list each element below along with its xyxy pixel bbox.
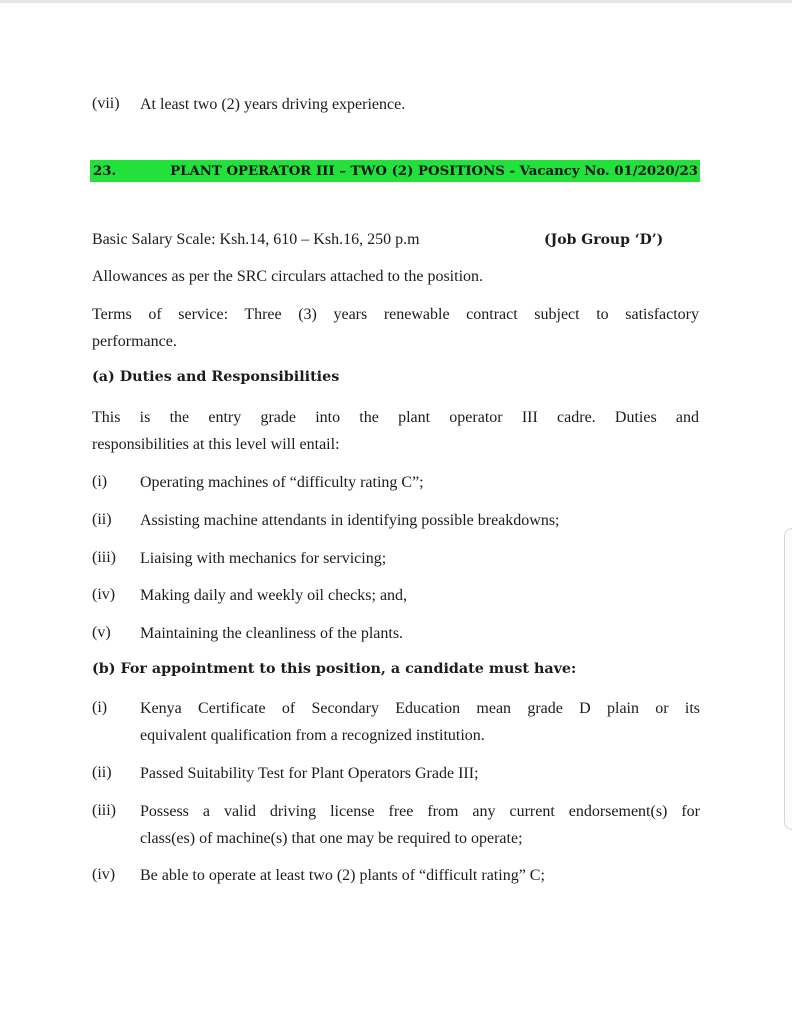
list-number: (v) <box>92 624 111 641</box>
list-item-line-1: Kenya Certificate of Secondary Education mean grade D plain or its <box>140 700 700 717</box>
list-number: (iv) <box>92 586 116 603</box>
list-number: (ii) <box>92 511 112 528</box>
list-number: (i) <box>92 699 108 716</box>
section-number: 23. <box>93 164 117 179</box>
scroll-handle[interactable] <box>784 528 792 830</box>
job-group: (Job Group ‘D’) <box>544 232 664 248</box>
terms-line-2: performance. <box>92 333 177 350</box>
list-item-text: Maintaining the cleanliness of the plants. <box>140 625 404 642</box>
list-item-text: At least two (2) years driving experience. <box>140 96 406 113</box>
list-item-text: Be able to operate at least two (2) plants of “difficult rating” C; <box>140 867 545 884</box>
list-number: (iii) <box>92 549 116 566</box>
list-item-text: Making daily and weekly oil checks; and, <box>140 587 408 604</box>
list-number: (ii) <box>92 764 112 781</box>
terms-line-1: Terms of service: Three (3) years renewable contract subject to satisfactory <box>92 306 699 323</box>
list-item-text: Passed Suitability Test for Plant Operators Grade III; <box>140 765 479 782</box>
list-item-text: Operating machines of “difficulty rating C”; <box>140 474 424 491</box>
top-border <box>0 0 792 3</box>
list-item-text: Liaising with mechanics for servicing; <box>140 550 387 567</box>
list-item-line-2: equivalent qualification from a recognized institution. <box>140 727 485 744</box>
list-item-text: Assisting machine attendants in identifying possible breakdowns; <box>140 512 560 529</box>
list-number: (vii) <box>92 95 120 112</box>
section-heading <box>93 161 698 182</box>
duties-intro-line-2: responsibilities at this level will entail: <box>92 436 340 453</box>
list-number: (i) <box>92 473 108 490</box>
section-title: PLANT OPERATOR III – TWO (2) POSITIONS - Vacancy No. 01/2020/23 <box>170 164 698 179</box>
allowances-text: Allowances as per the SRC circulars attached to the position. <box>92 268 484 285</box>
list-item-line-1: Possess a valid driving license free from any current endorsement(s) for <box>140 803 700 820</box>
salary-scale: Basic Salary Scale: Ksh.14, 610 – Ksh.16, 250 p.m <box>92 231 420 248</box>
list-number: (iv) <box>92 866 116 883</box>
duties-intro-line-1: This is the entry grade into the plant operator III cadre. Duties and <box>92 409 699 426</box>
list-number: (iii) <box>92 802 116 819</box>
duties-heading: (a) Duties and Responsibilities <box>92 369 340 385</box>
requirements-heading: (b) For appointment to this position, a candidate must have: <box>92 661 577 677</box>
salary-row <box>92 228 702 252</box>
list-item-line-2: class(es) of machine(s) that one may be required to operate; <box>140 830 523 847</box>
